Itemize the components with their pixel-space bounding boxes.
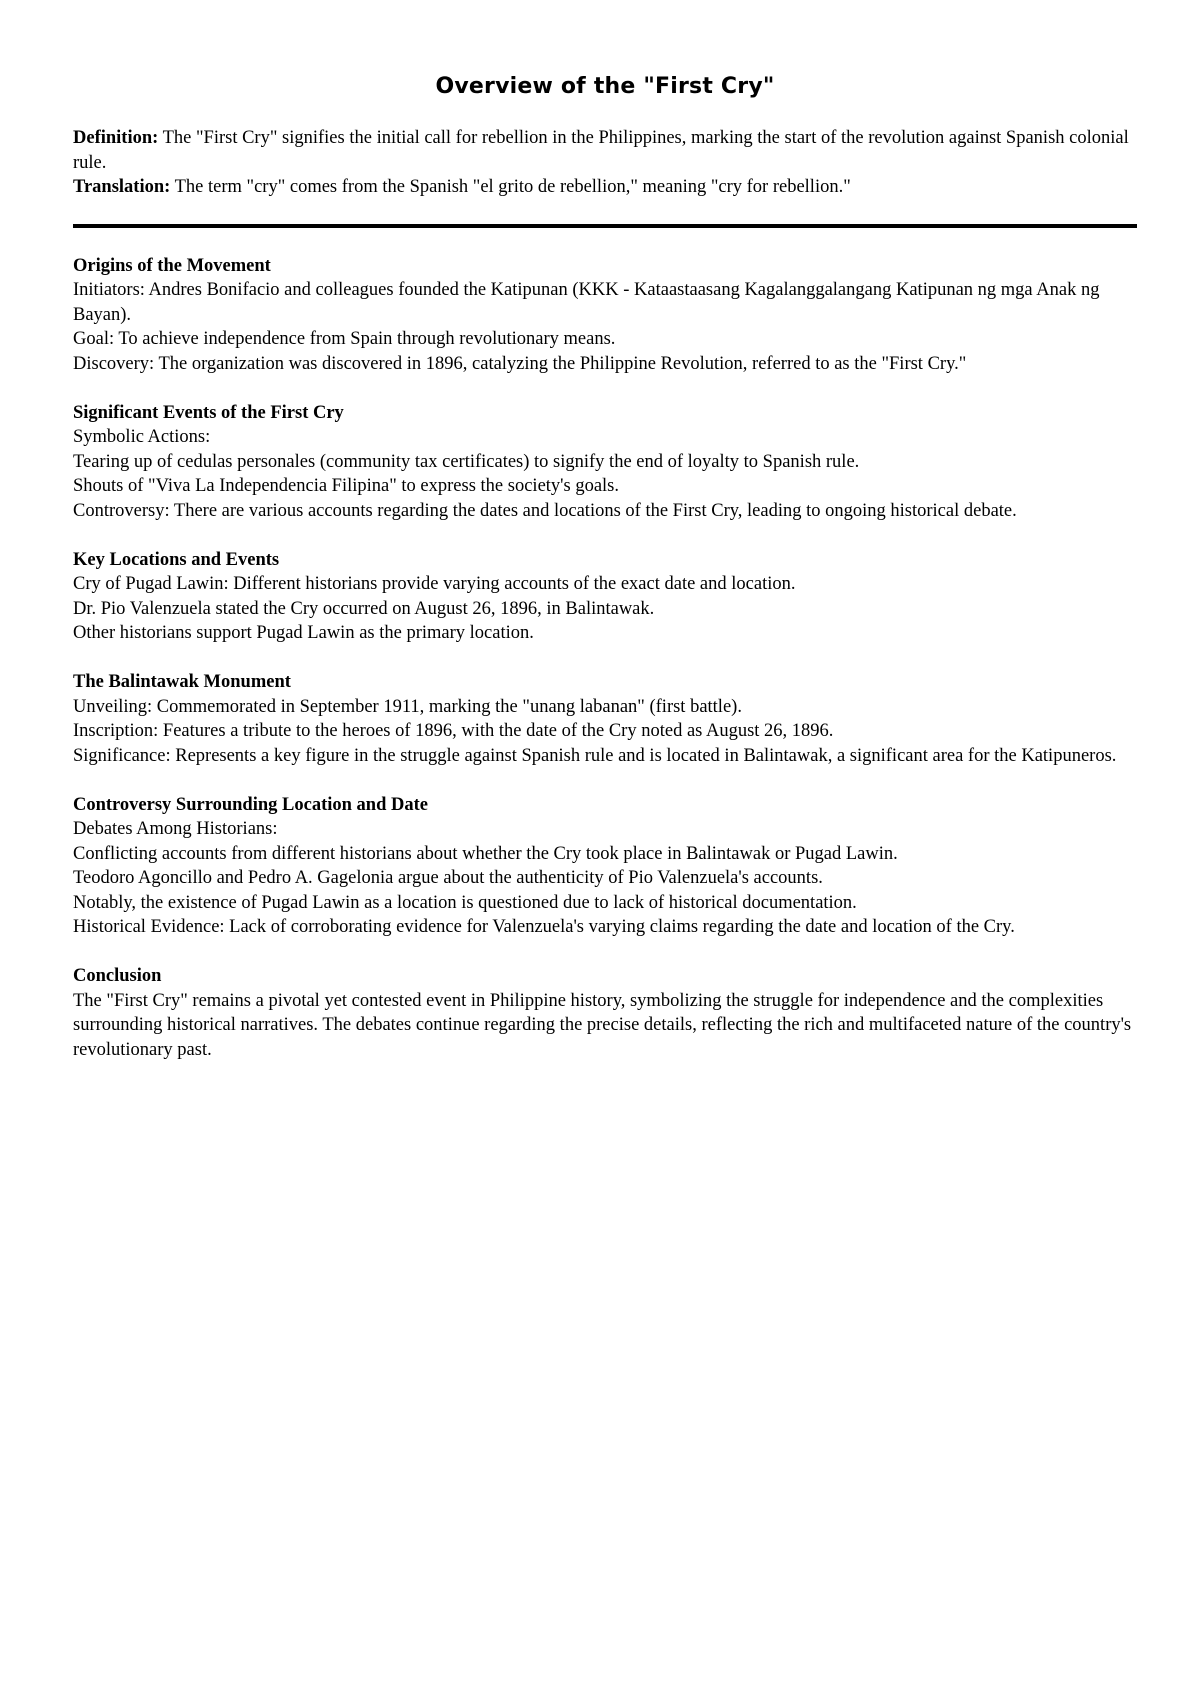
section-line: Other historians support Pugad Lawin as the primary location. [73, 623, 534, 643]
section-heading: Key Locations and Events [73, 549, 280, 570]
section-line: Controversy: There are various accounts regarding the dates and locations of the First Cry, leading to ongoing historical debate. [73, 500, 1017, 521]
section-line: Inscription: Features a tribute to the heroes of 1896, with the date of the Cry noted as August 26, 1896. [73, 721, 834, 741]
section-line: Cry of Pugad Lawin: Different historians provide varying accounts of the exact date and location. [73, 574, 796, 594]
section-significant-events [73, 401, 1137, 524]
section-balintawak-monument [73, 670, 1137, 768]
section-controversy [73, 793, 1137, 940]
section-line: Initiators: Andres Bonifacio and colleagues founded the Katipunan (KKK - Kataastaasang Kagalanggalangang Katipunan ng mga Anak ng Bayan). [73, 280, 1100, 325]
translation-text: The term "cry" comes from the Spanish "el grito de rebellion," meaning "cry for rebellion." [170, 177, 851, 197]
translation-label: Translation: [73, 177, 171, 197]
definition-text: The "First Cry" signifies the initial call for rebellion in the Philippines, marking the start of the revolution against Spanish colonial rule. [73, 128, 1129, 173]
section-line: Tearing up of cedulas personales (community tax certificates) to signify the end of loyalty to Spanish rule. [73, 451, 860, 472]
section-heading: Controversy Surrounding Location and Date [73, 794, 428, 815]
section-line: Historical Evidence: Lack of corroborating evidence for Valenzuela's varying claims regarding the date and location of the Cry. [73, 917, 1015, 937]
section-line: Symbolic Actions: [73, 427, 211, 447]
horizontal-divider [73, 224, 1137, 228]
section-conclusion [73, 964, 1137, 1062]
section-line: Dr. Pio Valenzuela stated the Cry occurred on August 26, 1896, in Balintawak. [73, 598, 655, 619]
document-page [73, 0, 1137, 1087]
section-line: Significance: Represents a key figure in the struggle against Spanish rule and is located in Balintawak, a significant area for the Katipuneros. [73, 745, 1117, 766]
section-heading: The Balintawak Monument [73, 672, 291, 692]
sections-container [73, 254, 1137, 1063]
section-line: The "First Cry" remains a pivotal yet contested event in Philippine history, symbolizing the struggle for independence and the complexities surrounding historical narratives. The debates continue regarding the precise details, reflecting the rich and multifaceted nature of the country's revolutionary past. [73, 990, 1132, 1060]
intro-block [73, 126, 1137, 200]
section-line: Unveiling: Commemorated in September 1911, marking the "unang labanan" (first battle). [73, 696, 742, 717]
section-line: Teodoro Agoncillo and Pedro A. Gagelonia argue about the authenticity of Pio Valenzuela's accounts. [73, 868, 823, 888]
section-line: Debates Among Historians: [73, 819, 278, 839]
definition-label: Definition: [73, 128, 159, 148]
section-key-locations [73, 548, 1137, 646]
section-heading: Conclusion [73, 966, 162, 986]
section-origins [73, 254, 1137, 377]
translation-paragraph [73, 175, 1137, 200]
page-title: Overview of the "First Cry" [435, 74, 775, 99]
section-heading: Origins of the Movement [73, 255, 271, 276]
section-line: Notably, the existence of Pugad Lawin as a location is questioned due to lack of historical documentation. [73, 892, 857, 913]
definition-paragraph [73, 126, 1137, 175]
section-line: Shouts of "Viva La Independencia Filipina" to express the society's goals. [73, 476, 620, 496]
section-line: Goal: To achieve independence from Spain through revolutionary means. [73, 329, 616, 349]
section-heading: Significant Events of the First Cry [73, 402, 344, 423]
section-line: Conflicting accounts from different historians about whether the Cry took place in Balintawak or Pugad Lawin. [73, 843, 898, 864]
section-line: Discovery: The organization was discovered in 1896, catalyzing the Philippine Revolution, referred to as the "First Cry." [73, 353, 967, 374]
